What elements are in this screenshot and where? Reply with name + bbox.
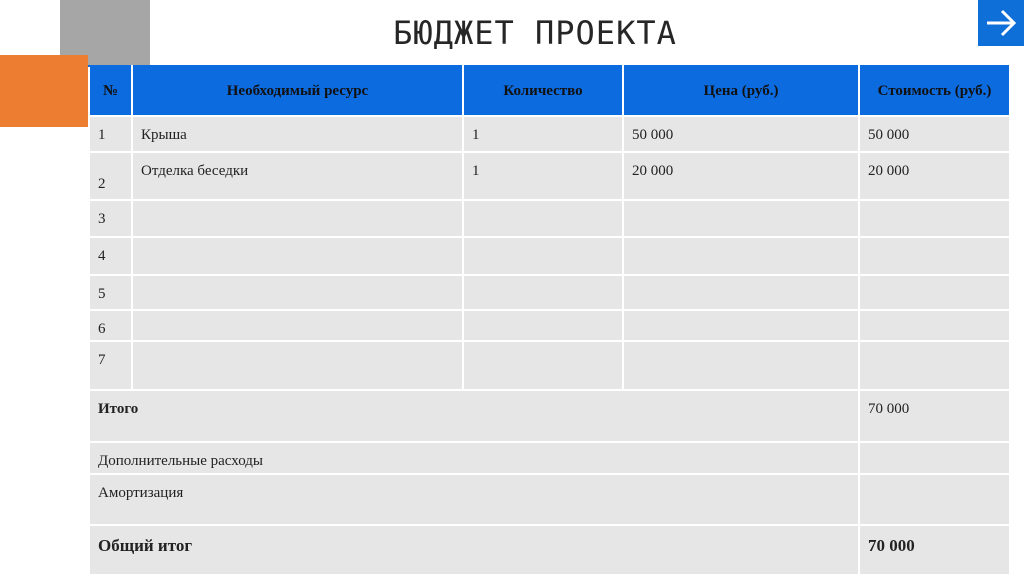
summary-value: 70 000 [859, 525, 1010, 575]
table-row [89, 116, 1010, 152]
cell-price [623, 200, 859, 237]
summary-label: Амортизация [89, 474, 859, 525]
cell-quantity: 1 [463, 152, 623, 200]
cell-number: 3 [89, 200, 132, 237]
header-price: Цена (руб.) [623, 66, 859, 116]
cell-quantity [463, 237, 623, 275]
budget-table [88, 65, 1011, 576]
next-slide-button[interactable] [978, 0, 1024, 46]
cell-quantity [463, 200, 623, 237]
cell-price [623, 310, 859, 341]
cell-cost [859, 310, 1010, 341]
cell-resource [132, 341, 463, 390]
cell-number: 1 [89, 116, 132, 152]
summary-value [859, 474, 1010, 525]
cell-price [623, 275, 859, 310]
cell-price [623, 341, 859, 390]
cell-price: 20 000 [623, 152, 859, 200]
cell-number: 6 [89, 310, 132, 341]
cell-quantity [463, 341, 623, 390]
summary-row-depreciation [89, 474, 1010, 525]
cell-quantity: 1 [463, 116, 623, 152]
cell-cost [859, 341, 1010, 390]
header-number: № [89, 66, 132, 116]
table-row [89, 152, 1010, 200]
summary-label: Дополнительные расходы [89, 442, 859, 474]
summary-label: Общий итог [89, 525, 859, 575]
summary-row-total [89, 390, 1010, 442]
table-header-row [89, 66, 1010, 116]
summary-label: Итого [89, 390, 859, 442]
table-row [89, 341, 1010, 390]
summary-row-grand-total [89, 525, 1010, 575]
cell-number: 4 [89, 237, 132, 275]
cell-resource [132, 237, 463, 275]
cell-number: 5 [89, 275, 132, 310]
header-quantity: Количество [463, 66, 623, 116]
cell-resource: Крыша [132, 116, 463, 152]
cell-price [623, 237, 859, 275]
cell-price: 50 000 [623, 116, 859, 152]
table-row [89, 310, 1010, 341]
summary-value: 70 000 [859, 390, 1010, 442]
cell-cost: 20 000 [859, 152, 1010, 200]
cell-resource [132, 200, 463, 237]
arrow-right-icon [984, 8, 1018, 38]
header-resource: Необходимый ресурс [132, 66, 463, 116]
cell-cost [859, 200, 1010, 237]
table-row [89, 275, 1010, 310]
header-cost: Стоимость (руб.) [859, 66, 1010, 116]
cell-cost [859, 237, 1010, 275]
cell-quantity [463, 310, 623, 341]
cell-number: 2 [89, 152, 132, 200]
summary-row-extra [89, 442, 1010, 474]
cell-cost: 50 000 [859, 116, 1010, 152]
summary-value [859, 442, 1010, 474]
table-row [89, 237, 1010, 275]
cell-number: 7 [89, 341, 132, 390]
slide-title: БЮДЖЕТ ПРОЕКТА [393, 14, 677, 52]
cell-resource: Отделка беседки [132, 152, 463, 200]
cell-resource [132, 275, 463, 310]
cell-resource [132, 310, 463, 341]
cell-quantity [463, 275, 623, 310]
table-row [89, 200, 1010, 237]
cell-cost [859, 275, 1010, 310]
decor-orange-block [0, 55, 88, 127]
